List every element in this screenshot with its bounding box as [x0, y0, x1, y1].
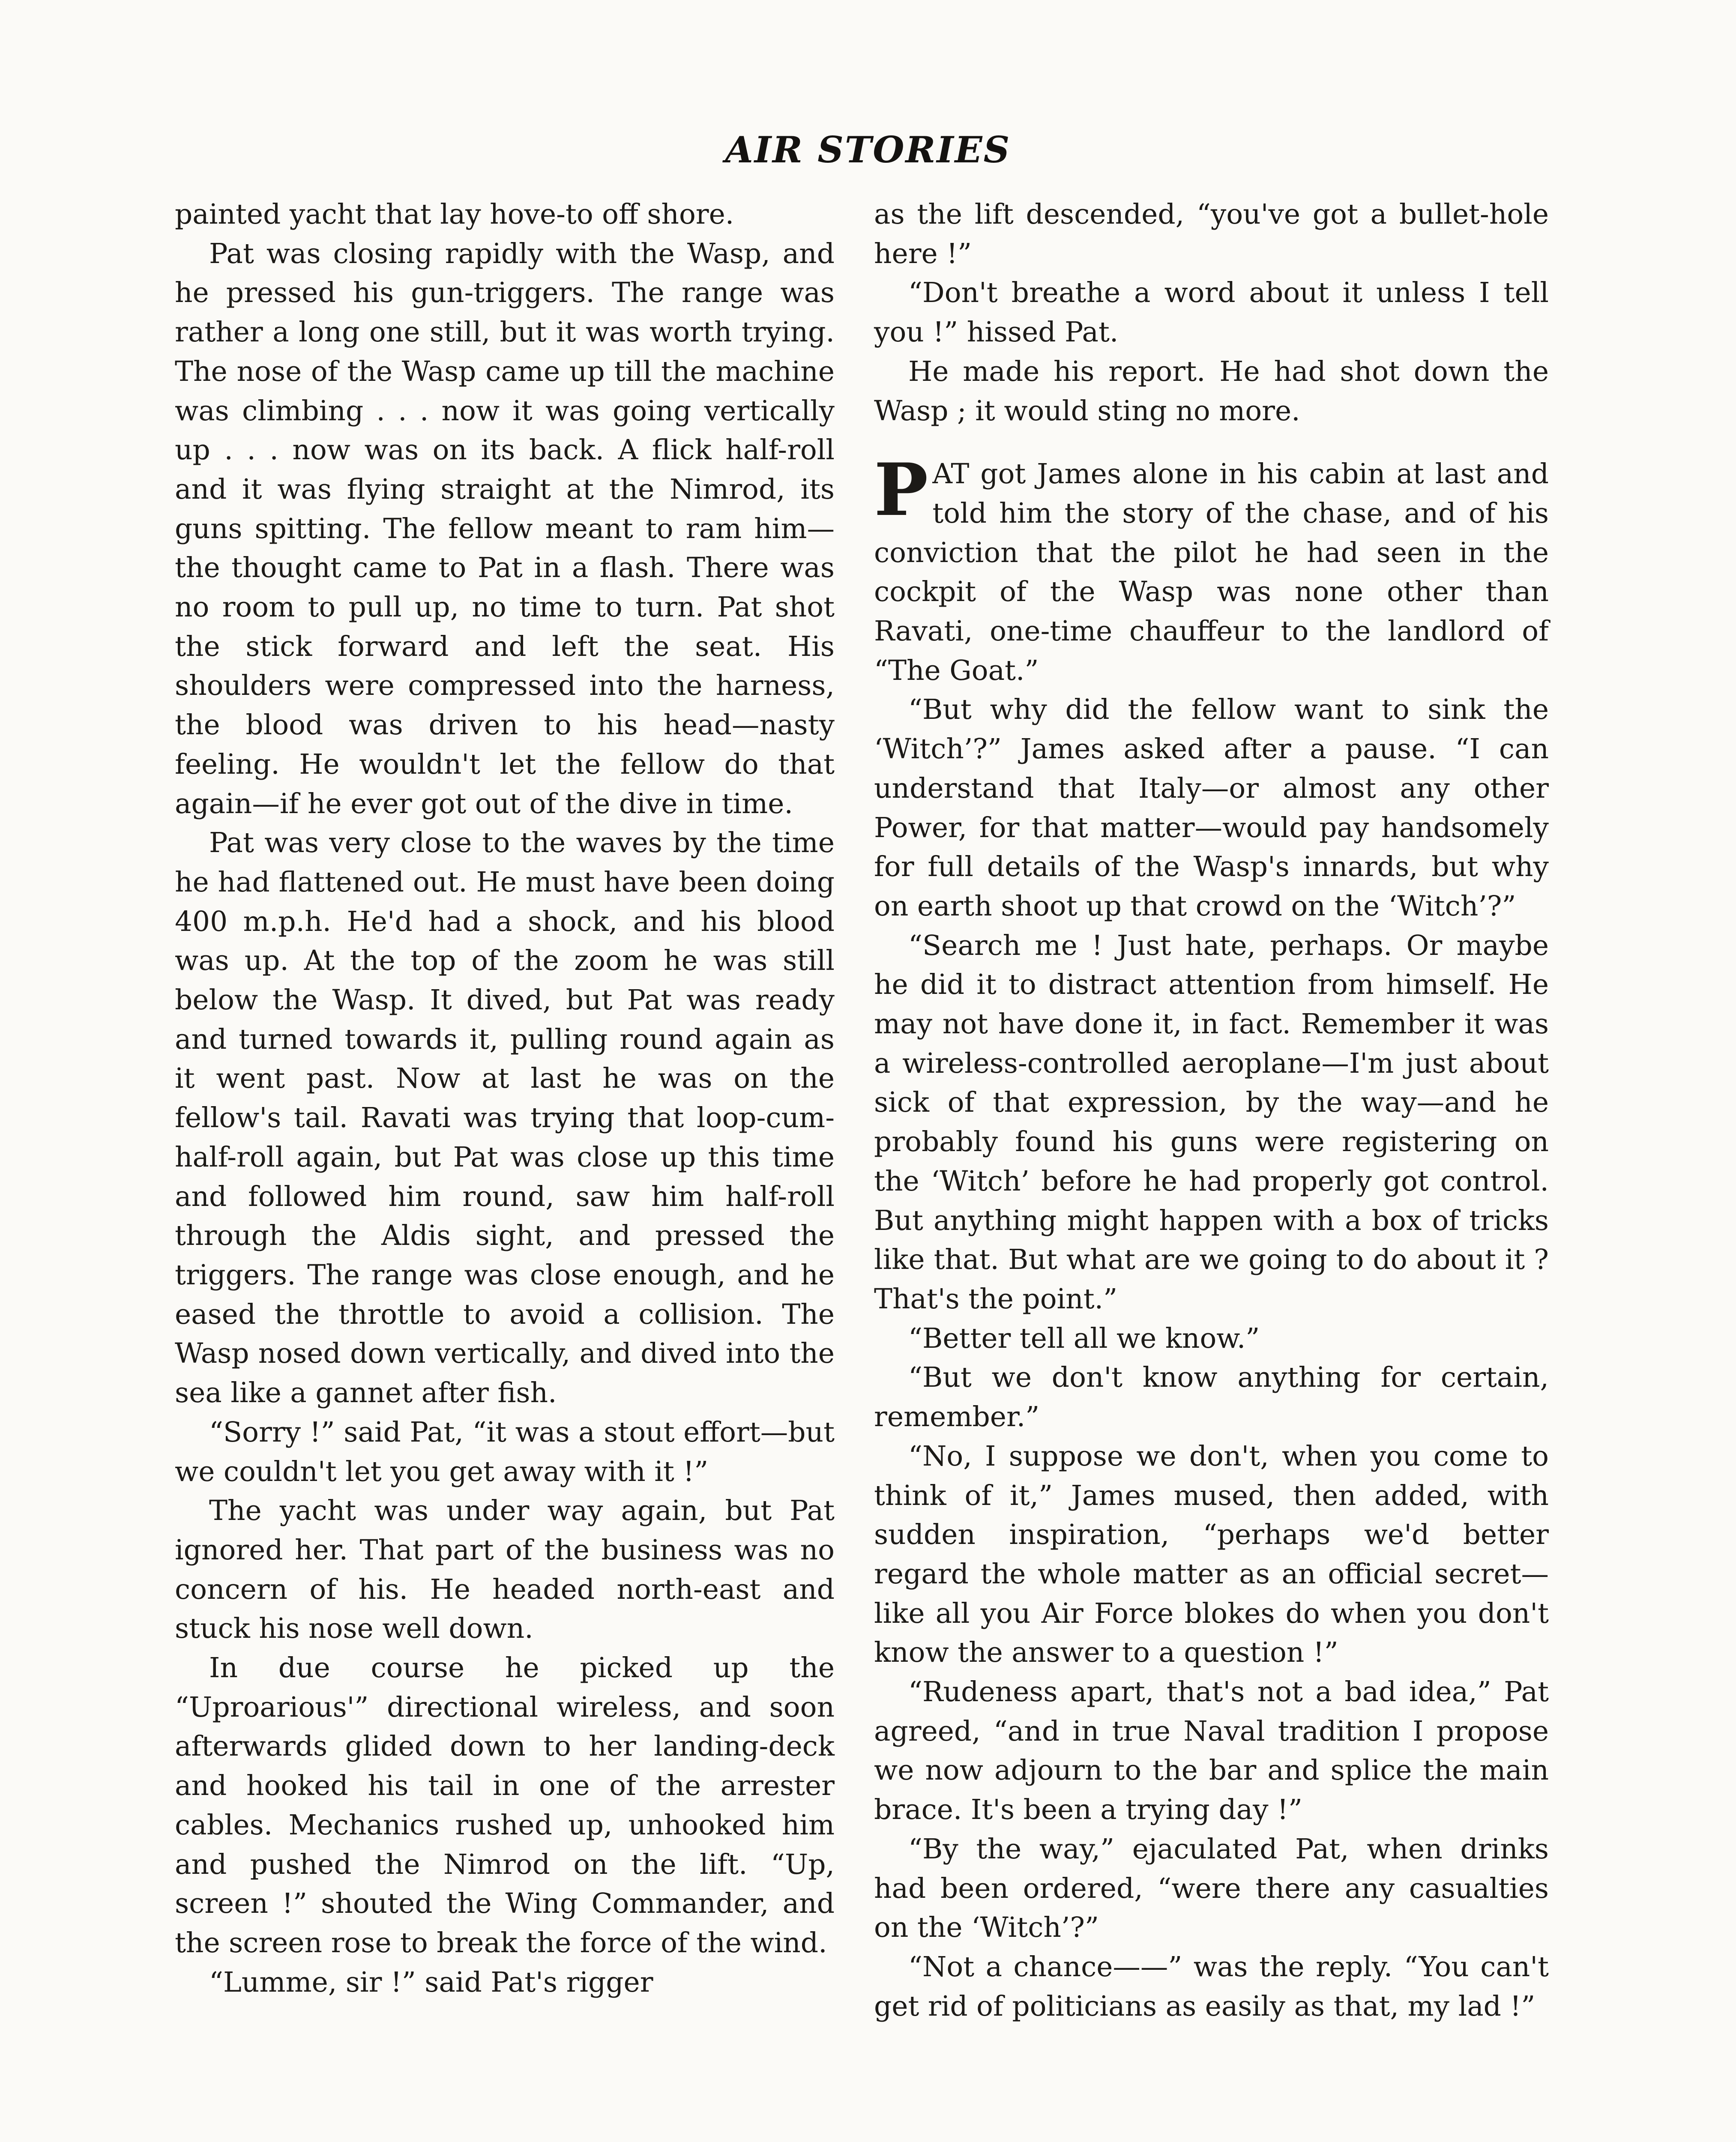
- paragraph: In due course he picked up the “Uproarious'” directional wireless, and soon afterwards glided down to her landing-deck and hooked his tail in one of the arrester cables. Mechanics rushed up, unhooked him and pushed the Nimrod on the lift. “Up, screen !” shouted the Wing Commander, and the screen rose to break the force of the wind.: [175, 1652, 835, 1959]
- paragraph: “But we don't know anything for certain, remember.”: [874, 1361, 1549, 1433]
- left-column: [175, 195, 835, 2002]
- paragraph: Pat was closing rapidly with the Wasp, and he pressed his gun-triggers. The range was rather a long one still, but it was worth trying. The nose of the Wasp came up till the machine was climbing . . . now it was going vertically up . . . now was on its back. A flick half-roll and it was flying straight at the Nimrod, its guns spitting. The fellow meant to ram him—the thought came to Pat in a flash. There was no room to pull up, no time to turn. Pat shot the stick forward and left the seat. His shoulders were compressed into the harness, the blood was driven to his head—nasty feeling. He wouldn't let the fellow do that again—if he ever got out of the dive in time.: [175, 237, 835, 820]
- paragraph: “By the way,” ejaculated Pat, when drinks had been ordered, “were there any casualties on the ‘Witch’?”: [874, 1833, 1549, 1944]
- paragraph: as the lift descended, “you've got a bullet-hole here !”: [874, 198, 1549, 270]
- right-column: [874, 195, 1549, 2026]
- paragraph: The yacht was under way again, but Pat ignored her. That part of the business was no concern of his. He headed north-east and stuck his nose well down.: [175, 1495, 835, 1645]
- paragraph: [874, 447, 1549, 690]
- paragraph: “Better tell all we know.”: [908, 1322, 1260, 1355]
- paragraph: “Rudeness apart, that's not a bad idea,” Pat agreed, “and in true Naval tradition I propose we now adjourn to the bar and splice the main brace. It's been a trying day !”: [874, 1676, 1549, 1826]
- paragraph: “But why did the fellow want to sink the ‘Witch’?” James asked after a pause. “I can understand that Italy—or almost any other Power, for that matter—would pay handsomely for full details of the Wasp's innards, but why on earth shoot up that crowd on the ‘Witch’?”: [874, 694, 1549, 922]
- paragraph: “Sorry !” said Pat, “it was a stout effort—but we couldn't let you get away with it !”: [175, 1416, 835, 1488]
- drop-cap: P: [874, 447, 928, 533]
- paragraph: painted yacht that lay hove-to off shore.: [175, 198, 734, 230]
- paragraph-text: AT got James alone in his cabin at last and told him the story of the chase, and of his conviction that the pilot he had seen in the cockpit of the Wasp was none other than Ravati, one-time chauffeur to the landlord of “The Goat.”: [874, 458, 1549, 687]
- running-head: AIR STORIES: [725, 129, 1011, 171]
- paragraph: “Not a chance——” was the reply. “You can't get rid of politicians as easily as that, my lad !”: [874, 1951, 1549, 2022]
- paragraph: “Don't breathe a word about it unless I tell you !” hissed Pat.: [874, 277, 1549, 349]
- paragraph: He made his report. He had shot down the Wasp ; it would sting no more.: [874, 355, 1549, 427]
- paragraph: “Search me ! Just hate, perhaps. Or maybe he did it to distract attention from himself. He may not have done it, in fact. Remember it was a wireless-controlled aeroplane—I'm just about sick of that expression, by the way—and he probably found his guns were registering on the ‘Witch’ before he had properly got control. But anything might happen with a box of tricks like that. But what are we going to do about it ? That's the point.”: [874, 929, 1549, 1315]
- paragraph: Pat was very close to the waves by the time he had flattened out. He must have been doing 400 m.p.h. He'd had a shock, and his blood was up. At the top of the zoom he was still below the Wasp. It dived, but Pat was ready and turned towards it, pulling round again as it went past. Now at last he was on the fellow's tail. Ravati was trying that loop-cum-half-roll again, but Pat was close up this time and followed him round, saw him half-roll through the Aldis sight, and pressed the triggers. The range was close enough, and he eased the throttle to avoid a collision. The Wasp nosed down vertically, and dived into the sea like a gannet after fish.: [175, 827, 835, 1409]
- paragraph: “No, I suppose we don't, when you come to think of it,” James mused, then added, with sudden inspiration, “perhaps we'd better regard the whole matter as an official secret—like all you Air Force blokes do when you don't know the answer to a question !”: [874, 1440, 1549, 1669]
- paragraph: “Lumme, sir !” said Pat's rigger: [209, 1966, 653, 1998]
